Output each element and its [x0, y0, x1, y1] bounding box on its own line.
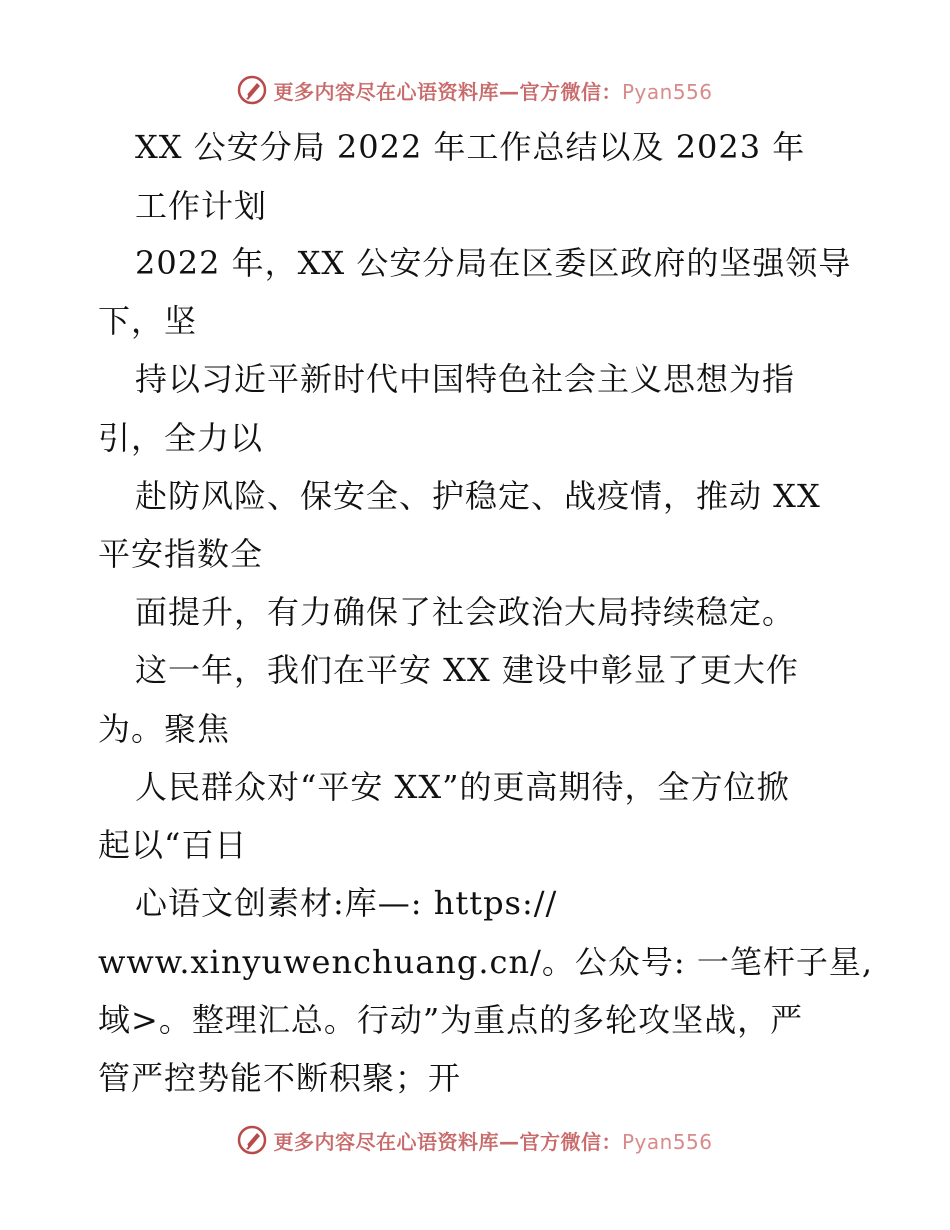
doc-line: 工作计划	[135, 187, 268, 225]
doc-line: 心语文创素材:库—: https://	[135, 884, 558, 922]
doc-line: 引，全力以	[98, 419, 264, 457]
banner-text	[273, 1126, 712, 1155]
doc-line: 面提升，有力确保了社会政治大局持续稳定。	[135, 593, 796, 631]
banner-slogan: 更多内容尽在心语资料库	[273, 79, 499, 104]
doc-line: 为。聚焦	[98, 710, 231, 748]
doc-line: 管严控势能不断积聚；开	[98, 1059, 462, 1097]
doc-line: 域>。整理汇总。行动”为重点的多轮攻坚战，严	[98, 1001, 804, 1039]
doc-line: 人民群众对“平安 XX”的更高期待，全方位掀	[135, 768, 790, 806]
header-banner	[0, 70, 950, 110]
pen-logo-icon	[237, 1125, 267, 1155]
banner-wechat-id: Pyan556	[621, 79, 713, 104]
banner-dash: —	[498, 1129, 520, 1154]
pen-logo-icon	[237, 75, 267, 105]
doc-line: 赴防风险、保安全、护稳定、战疫情，推动 XX	[135, 477, 821, 515]
doc-line: 起以“百日	[98, 826, 248, 864]
doc-line: 这一年，我们在平安 XX 建设中彰显了更大作	[135, 651, 799, 689]
banner-text	[273, 76, 712, 105]
footer-banner	[0, 1120, 950, 1160]
banner-wechat-id: Pyan556	[621, 1129, 713, 1154]
doc-line: 下，坚	[98, 302, 198, 340]
doc-line: 平安指数全	[98, 535, 264, 573]
doc-line: www.xinyuwenchuang.cn/。公众号: 一笔杆子星,	[98, 943, 873, 981]
banner-dash: —	[498, 79, 520, 104]
doc-line: XX 公安分局 2022 年工作总结以及 2023 年	[135, 128, 806, 166]
banner-wechat-label: 官方微信：	[519, 1129, 622, 1154]
doc-line: 持以习近平新时代中国特色社会主义思想为指	[135, 360, 796, 398]
banner-slogan: 更多内容尽在心语资料库	[273, 1129, 499, 1154]
doc-line: 2022 年，XX 公安分局在区委区政府的坚强领导	[135, 244, 852, 282]
banner-wechat-label: 官方微信：	[519, 79, 622, 104]
